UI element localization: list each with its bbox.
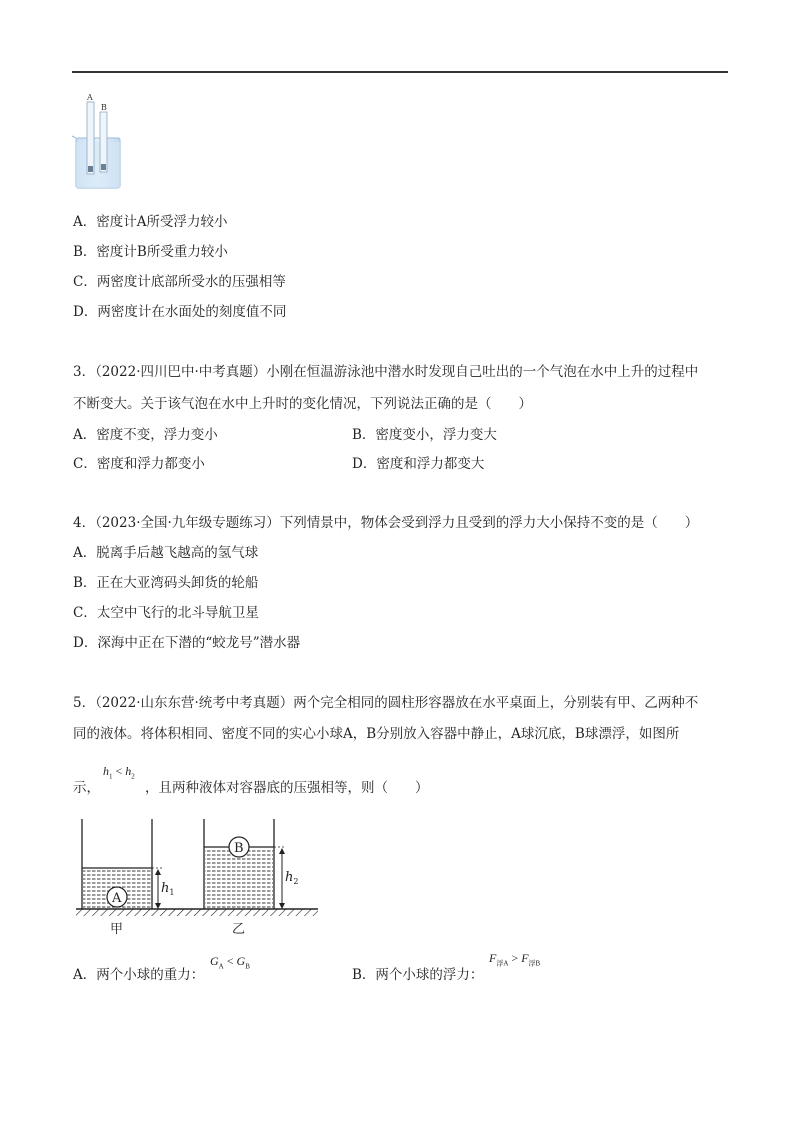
q4-option-d: D．深海中正在下潜的“蛟龙号”潜水器: [73, 635, 301, 651]
hydrometer-a: [87, 102, 94, 174]
q3-option-c: C．密度和浮力都变小: [73, 456, 205, 472]
label-b: B: [101, 103, 107, 112]
label-yi: 乙: [232, 922, 246, 937]
q4-option-c: C．太空中飞行的北斗导航卫星: [73, 605, 259, 621]
q5-option-b-math: $F_{浮A} > F_{浮B}$: [489, 951, 541, 968]
q2-option-c: C．两密度计底部所受水的压强相等: [73, 274, 286, 290]
two-containers-figure: [72, 817, 322, 937]
ball-a-label: A: [112, 891, 122, 906]
label-a: A: [87, 93, 93, 102]
q5-stem-line1: 5．（2022·山东东营·统考中考真题）两个完全相同的圆柱形容器放在水平桌面上，分别装有甲、乙两种不: [73, 695, 699, 711]
q4-stem: 4．（2023·全国·九年级专题练习）下列情景中，物体会受到浮力且受到的浮力大小保持不变的是（ ）: [73, 515, 699, 531]
ground-hatching: [76, 909, 318, 916]
q5-condition-math: $h_1 < h_2$: [103, 764, 135, 781]
q5-option-a-math: $G_A < G_B$: [210, 954, 250, 971]
q3-stem-line1: 3．（2022·四川巴中·中考真题）小刚在恒温游泳池中潜水时发现自己吐出的一个气泡在水中上升的过程中: [73, 364, 699, 380]
container-left: [82, 819, 174, 909]
q3-option-b: B．密度变小，浮力变大: [352, 427, 497, 443]
q4-option-a: A．脱离手后越飞越高的氢气球: [73, 545, 259, 561]
hydrometer-b: [100, 112, 107, 172]
header-rule: [72, 71, 728, 73]
q5-stem-line2: 同的液体。将体积相同、密度不同的实心小球A，B分别放入容器中静止，A球沉底，B球漂浮，如图所: [73, 726, 680, 742]
q4-option-b: B．正在大亚湾码头卸货的轮船: [73, 575, 259, 591]
q2-option-b: B．密度计B所受重力较小: [73, 244, 228, 260]
q2-option-d: D．两密度计在水面处的刻度值不同: [73, 304, 287, 320]
container-right: [204, 819, 298, 909]
q3-option-d: D．密度和浮力都变大: [352, 456, 485, 472]
q5-stem-line3-suffix: ，且两种液体对容器底的压强相等，则（ ）: [145, 780, 429, 796]
q5-stem-line3-prefix: 示，: [73, 780, 100, 796]
q2-option-a: A．密度计A所受浮力较小: [73, 214, 228, 230]
ball-b-label: B: [234, 841, 244, 856]
q3-option-a: A．密度不变，浮力变小: [73, 427, 218, 443]
hydrometer-beaker-figure: [70, 90, 130, 194]
h2-label: $h_2$: [285, 870, 299, 886]
label-jia: 甲: [110, 922, 124, 937]
q5-option-a-text: A．两个小球的重力：: [73, 967, 205, 983]
liquid-right: [205, 849, 273, 908]
q3-stem-line2: 不断变大。关于该气泡在水中上升时的变化情况，下列说法正确的是（ ）: [73, 396, 532, 412]
q5-option-b-text: B．两个小球的浮力：: [352, 967, 484, 983]
h1-label: $h_1$: [161, 881, 175, 897]
